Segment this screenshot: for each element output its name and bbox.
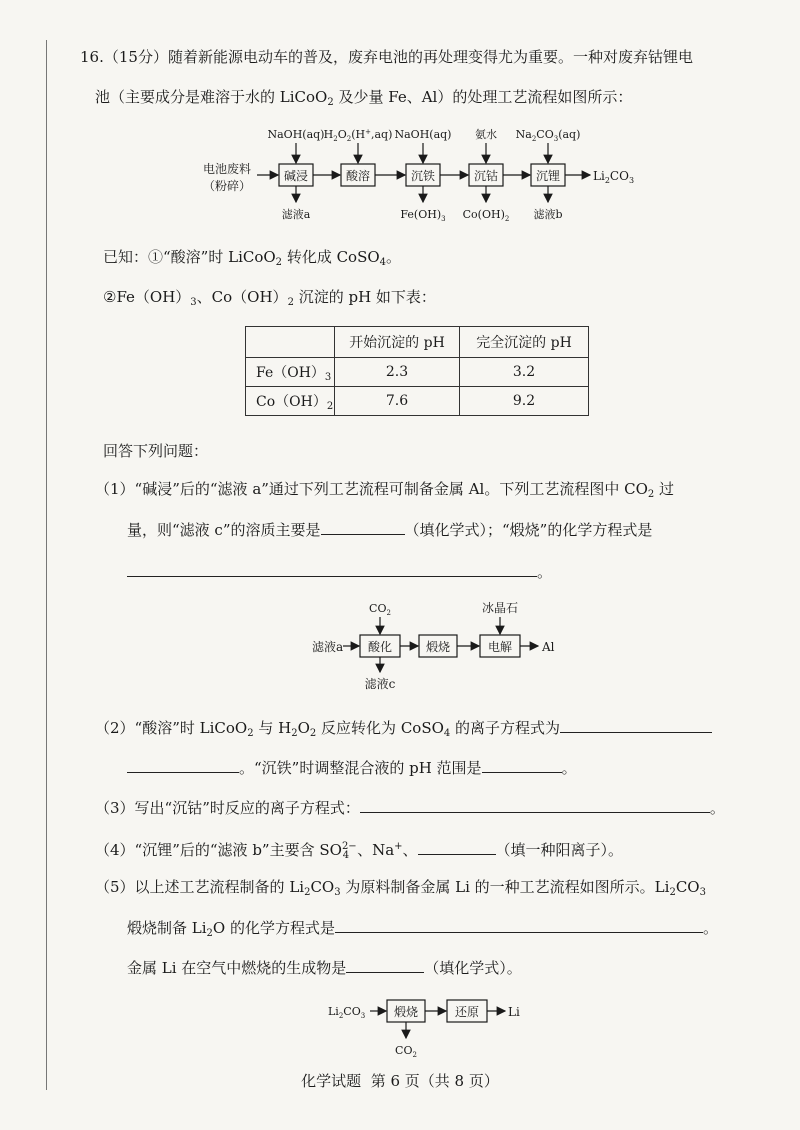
flow1-step-3: 沉铁 (410, 169, 436, 183)
flow1-step-1: 碱浸 (283, 169, 309, 183)
subscript: 2 (669, 887, 676, 898)
q5-text-2b: O 的化学方程式是 (212, 919, 335, 937)
known-1c: 。 (386, 248, 402, 266)
flow1-source-line1: 电池废料 (203, 162, 252, 176)
q1-text-1: （1）“碱浸”后的“滤液 a”通过下列工艺流程可制备金属 Al。下列工艺流程图中 CO (95, 480, 648, 498)
flow1-step-2: 酸溶 (345, 169, 371, 183)
question-16-intro-line1 (80, 46, 693, 68)
q3-end: 。 (709, 799, 725, 817)
ph-table-header-complete: 完全沉淀的 pH (460, 327, 589, 358)
ph-table-header-start: 开始沉淀的 pH (335, 327, 460, 358)
flow1-input-4: 氨水 (475, 128, 497, 141)
flow2-step-2: 煅烧 (425, 640, 451, 654)
q4-text-d: （填一种阳离子）。 (495, 841, 624, 859)
q5-answer-blank-2[interactable] (346, 956, 424, 973)
q4-answer-blank[interactable] (418, 838, 496, 855)
subscript: 3 (699, 887, 706, 898)
flow3-start: $Li_2CO_3$ (328, 1005, 366, 1020)
subscript: 2 (275, 257, 283, 268)
known-1a: 已知：①“酸溶”时 LiCoO (103, 248, 276, 266)
ph-row-complete: 9.2 (460, 387, 589, 416)
footer-page-number: 第 6 页（共 8 页） (370, 1072, 499, 1090)
subscript: 2 (291, 728, 298, 739)
q3-text: （3）写出“沉钴”时反应的离子方程式： (95, 799, 360, 817)
subscript: 3 (190, 297, 197, 308)
subscript: 4 (443, 728, 451, 739)
q4-text-a: （4）“沉锂”后的“滤液 b”主要含 SO (95, 841, 342, 859)
cell-text: Fe（OH） (256, 364, 325, 381)
flow2-output: 滤液c (364, 677, 396, 691)
q2-line1 (95, 716, 712, 745)
flow1-input-5: $Na_2CO_3(aq)$ (515, 128, 581, 143)
subscript: 2 (304, 887, 311, 898)
footer-subject: 化学试题 (301, 1072, 362, 1090)
q1-line3 (127, 560, 552, 583)
q5-line3 (127, 956, 522, 979)
ph-row-name (246, 358, 335, 387)
q2-text-1e: 的离子方程式为 (450, 719, 561, 737)
flow1-output-5: 滤液b (533, 208, 563, 221)
ph-row-start: 2.3 (335, 358, 460, 387)
answer-prompt: 回答下列问题： (103, 442, 209, 460)
ph-row-start: 7.6 (335, 387, 460, 416)
superscript: + (394, 841, 403, 852)
q5-text-3b: （填化学式）。 (424, 959, 522, 977)
page-footer (0, 1070, 800, 1091)
q2-answer-blank-2[interactable] (127, 756, 239, 773)
q5-text-2a: 煅烧制备 Li (127, 919, 207, 937)
flow1-product: $Li_2CO_3$ (593, 169, 635, 185)
ph-row-complete: 3.2 (460, 358, 589, 387)
cell-text: Co（OH） (256, 393, 327, 410)
flow3-step-1: 煅烧 (393, 1005, 419, 1019)
q2-text-2a: 。“沉铁”时调整混合液的 pH 范围是 (239, 759, 482, 777)
ph-table-header-row (246, 327, 589, 358)
known-2 (103, 286, 436, 314)
q1-text-1-end: 过 (654, 480, 675, 498)
flow2-product: Al (542, 640, 555, 654)
subscript: 2 (206, 928, 213, 939)
q2-text-2b: 。 (561, 759, 577, 777)
subscript: 2 (647, 489, 655, 500)
q5-line1 (95, 876, 706, 904)
subscript: 2 (309, 728, 317, 739)
known-2a: ②Fe（OH） (103, 288, 191, 306)
ph-table-header-empty (246, 327, 335, 358)
flow2-step-3: 电解 (487, 640, 513, 654)
flow2-input-co2: $CO_2$ (369, 602, 391, 617)
q5-text-1a: （5）以上述工艺流程制备的 Li (95, 878, 305, 896)
q1-line1 (95, 478, 674, 506)
q1-text-3-end: 。 (537, 563, 553, 581)
subscript: 3 (334, 887, 341, 898)
q1-answer-blank-2[interactable] (127, 560, 537, 577)
flow1-step-4: 沉钴 (473, 169, 499, 183)
question-number: 16.（15分） (80, 48, 168, 66)
flow1-output-4: $Co(OH)_2$ (462, 208, 510, 223)
table-row (246, 387, 589, 416)
flow1-output-1: 滤液a (281, 208, 311, 221)
subscript: 4 (342, 850, 350, 861)
subscript: 2 (326, 400, 334, 412)
q2-answer-blank-3[interactable] (482, 756, 562, 773)
flow3-product: Li (508, 1005, 520, 1019)
q3-line (95, 796, 725, 819)
q5-line2 (127, 916, 718, 945)
q1-text-2a: 量，则“滤液 c”的溶质主要是 (127, 521, 321, 539)
intro-text-2a: 池（主要成分是难溶于水的 LiCoO (95, 88, 328, 106)
q2-text-1a: （2）“酸溶”时 LiCoO (95, 719, 248, 737)
q4-line (95, 836, 623, 867)
q1-text-2b: （填化学式）；“煅烧”的化学方程式是 (404, 521, 653, 539)
flow1-input-1: NaOH(aq) (267, 128, 325, 141)
q2-line2 (127, 756, 577, 779)
q3-answer-blank[interactable] (360, 796, 710, 813)
known-2c: 沉淀的 pH 如下表： (293, 288, 436, 306)
q5-text-3a: 金属 Li 在空气中燃烧的生成物是 (127, 959, 347, 977)
intro-text-1: 随着新能源电动车的普及，废弃电池的再处理变得尤为重要。一种对废弃钴锂电 (167, 48, 693, 66)
flow3-output: $CO_2$ (395, 1044, 417, 1059)
subscript: 3 (324, 371, 332, 383)
flow3-step-2: 还原 (454, 1005, 480, 1019)
flow1-step-5: 沉锂 (535, 169, 561, 183)
known-1 (103, 246, 401, 274)
table-row (246, 358, 589, 387)
flow1-output-3: $Fe(OH)_3$ (400, 208, 446, 223)
q5-text-2-end: 。 (702, 919, 718, 937)
ph-table (245, 326, 589, 416)
known-1b: 转化成 CoSO (282, 248, 380, 266)
flow1-input-2: $H_2O_2(H^+,aq)$ (323, 128, 393, 143)
q2-text-1b: 与 H (253, 719, 292, 737)
flow1-input-3: NaOH(aq) (394, 128, 452, 141)
q1-line2 (127, 518, 652, 541)
main-process-flowchart (0, 120, 800, 230)
subscript: 2 (247, 728, 254, 739)
q2-text-1d: 反应转化为 CoSO (316, 719, 444, 737)
subscript: 4 (379, 257, 387, 268)
q4-text-c: 、 (402, 841, 418, 859)
q5-text-1d: CO (675, 878, 700, 896)
q2-text-1c: O (297, 719, 310, 737)
q1-answer-blank-1[interactable] (321, 518, 405, 535)
superscript: 2− (341, 841, 357, 852)
flow2-input-cryolite: 冰晶石 (481, 601, 519, 615)
question-16-intro-line2 (95, 86, 632, 114)
subscript: 2 (327, 97, 334, 108)
q5-text-1c: 为原料制备金属 Li 的一种工艺流程如图所示。Li (340, 878, 670, 896)
subscript: 2 (287, 297, 294, 308)
intro-text-2b: 及少量 Fe、Al）的处理工艺流程如图所示： (333, 88, 633, 106)
flow2-step-1: 酸化 (367, 640, 393, 654)
q4-text-b: 、Na (357, 841, 395, 859)
flow1-source-line2: （粉碎） (203, 179, 252, 193)
ph-row-name (246, 387, 335, 416)
lithium-flowchart (0, 996, 800, 1066)
q5-answer-blank-1[interactable] (335, 916, 703, 933)
flow2-start: 滤液a (312, 640, 344, 654)
aluminum-flowchart (0, 598, 800, 698)
known-2b: 、Co（OH） (196, 288, 288, 306)
q5-text-1b: CO (310, 878, 335, 896)
q2-answer-blank-1[interactable] (560, 716, 712, 733)
